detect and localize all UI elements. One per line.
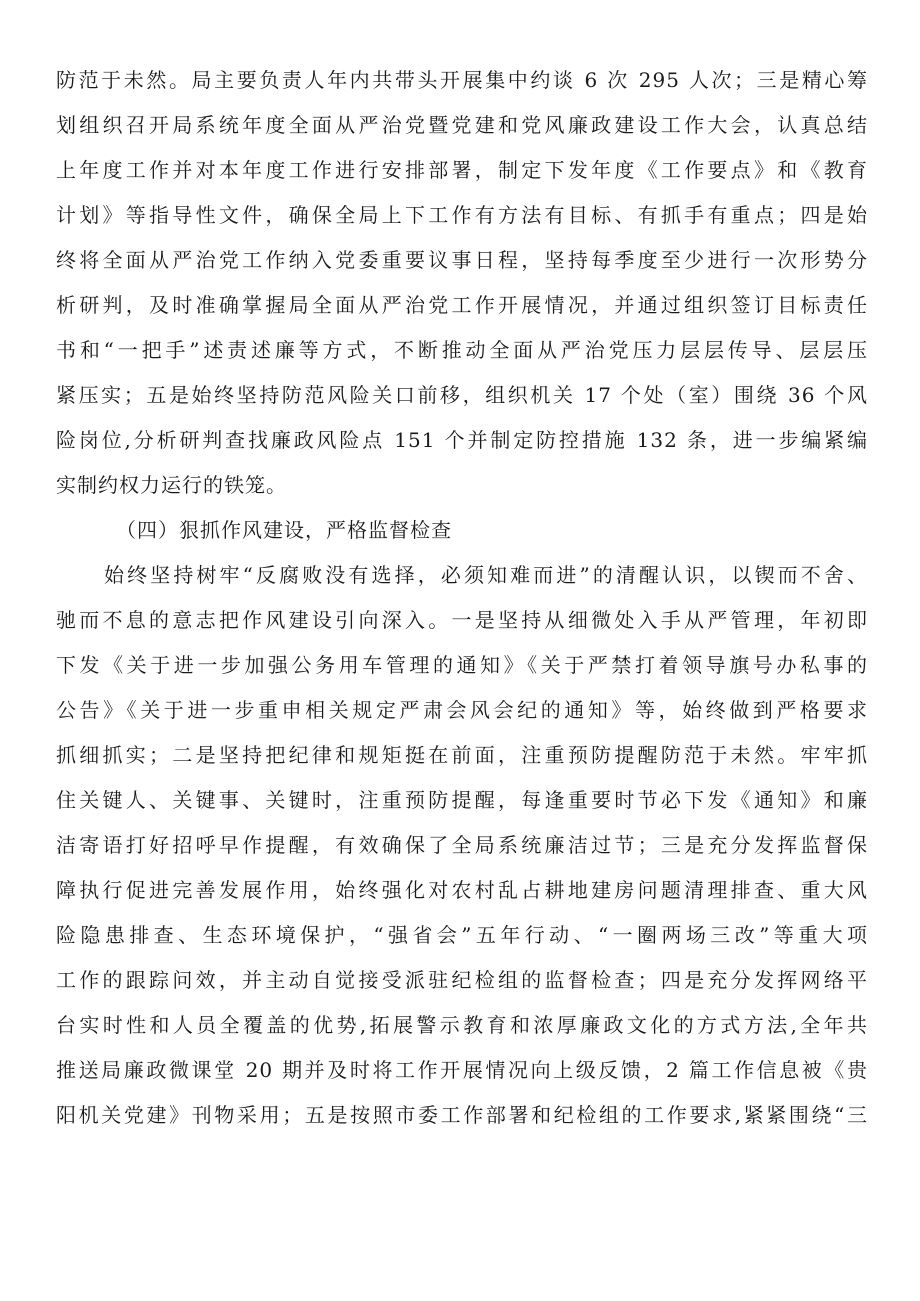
paragraph-1-line: 计划》等指导性文件，确保全局上下工作有方法有目标、有抓手有重点；四是始 — [56, 203, 868, 227]
paragraph-2-line: 险隐患排查、生态环境保护，“强省会”五年行动、“一圈两场三改”等重大项 — [56, 923, 868, 947]
paragraph-1-line: 划组织召开局系统年度全面从严治党暨党建和党风廉政建设工作大会，认真总结 — [56, 113, 868, 137]
paragraph-2-line: 住关键人、关键事、关键时，注重预防提醒，每逢重要时节必下发《通知》和廉 — [56, 788, 868, 812]
paragraph-2-line: 始终坚持树牢“反腐败没有选择，必须知难而进”的清醒认识，以锲而不舍、 — [104, 563, 868, 587]
paragraph-1-line: 险岗位,分析研判查找廉政风险点 151 个并制定防控措施 132 条，进一步编紧编 — [56, 428, 868, 452]
document-page — [56, 58, 868, 1138]
paragraph-1-line: 上年度工作并对本年度工作进行安排部署，制定下发年度《工作要点》和《教育 — [56, 158, 868, 182]
paragraph-1-line: 终将全面从严治党工作纳入党委重要议事日程，坚持每季度至少进行一次形势分 — [56, 248, 868, 272]
paragraph-1-line: 书和“一把手”述责述廉等方式，不断推动全面从严治党压力层层传导、层层压 — [56, 338, 868, 362]
paragraph-2-line: 阳机关党建》刊物采用；五是按照市委工作部署和纪检组的工作要求,紧紧围绕“三 — [56, 1103, 868, 1127]
paragraph-1 — [56, 58, 868, 508]
paragraph-2-line: 抓细抓实；二是坚持把纪律和规矩挺在前面，注重预防提醒防范于未然。牢牢抓 — [56, 743, 868, 767]
paragraph-1-line: 析研判，及时准确掌握局全面从严治党工作开展情况，并通过组织签订目标责任 — [56, 293, 868, 317]
paragraph-2-line: 障执行促进完善发展作用，始终强化对农村乱占耕地建房问题清理排查、重大风 — [56, 878, 868, 902]
paragraph-2 — [56, 553, 868, 1138]
paragraph-1-line: 实制约权力运行的铁笼。 — [56, 473, 287, 497]
paragraph-2-line: 工作的跟踪问效，并主动自觉接受派驻纪检组的监督检查；四是充分发挥网络平 — [56, 968, 868, 992]
paragraph-2-line: 驰而不息的意志把作风建设引向深入。一是坚持从细微处入手从严管理，年初即 — [56, 608, 868, 632]
paragraph-2-line: 公告》《关于进一步重申相关规定严肃会风会纪的通知》等，始终做到严格要求 — [56, 698, 868, 722]
paragraph-2-line: 推送局廉政微课堂 20 期并及时将工作开展情况向上级反馈，2 篇工作信息被《贵 — [56, 1058, 868, 1082]
paragraph-1-line: 紧压实；五是始终坚持防范风险关口前移，组织机关 17 个处（室）围绕 36 个风 — [56, 383, 868, 407]
paragraph-2-line: 下发《关于进一步加强公务用车管理的通知》《关于严禁打着领导旗号办私事的 — [56, 653, 868, 677]
paragraph-1-line: 防范于未然。局主要负责人年内共带头开展集中约谈 6 次 295 人次；三是精心筹 — [56, 68, 868, 92]
section-heading: （四）狠抓作风建设，严格监督检查 — [116, 518, 452, 542]
paragraph-2-line: 洁寄语打好招呼早作提醒，有效确保了全局系统廉洁过节；三是充分发挥监督保 — [56, 833, 868, 857]
paragraph-2-line: 台实时性和人员全覆盖的优势,拓展警示教育和浓厚廉政文化的方式方法,全年共 — [56, 1013, 868, 1037]
